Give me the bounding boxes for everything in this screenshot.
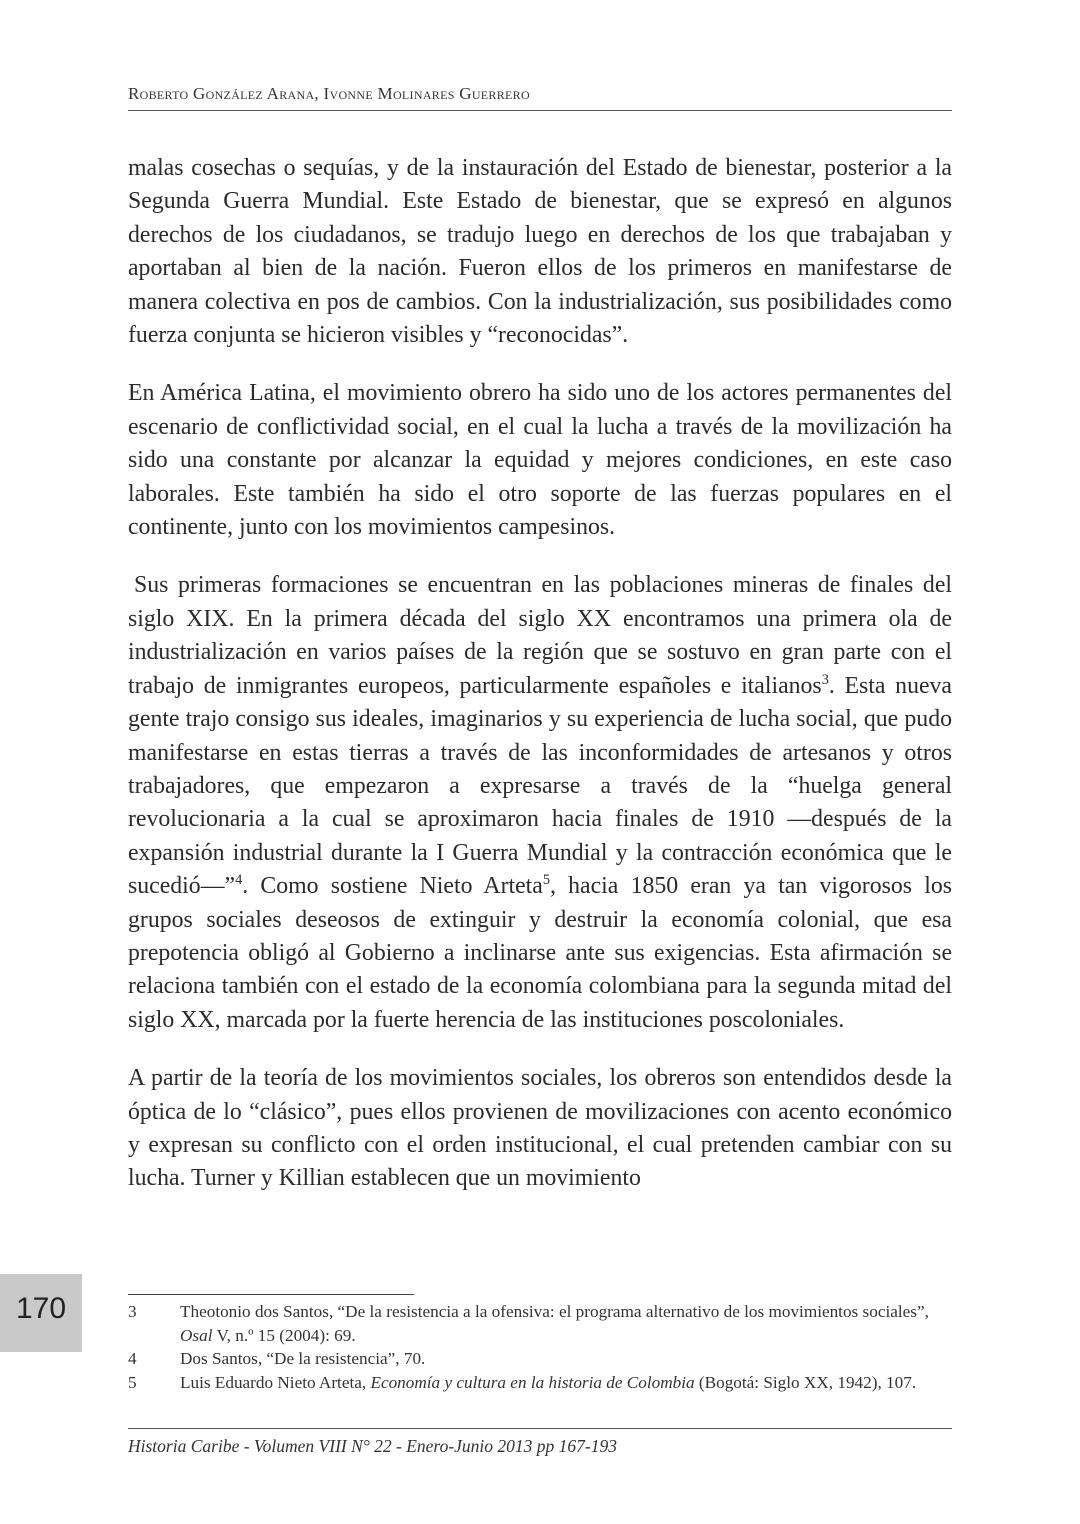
running-header: Roberto González Arana, Ivonne Molinares Guerrero: [128, 84, 530, 103]
footnote-text-part: Theotonio dos Santos, “De la resistencia a la ofensiva: el programa alternativo de los movimientos sociales”,: [180, 1302, 929, 1321]
footnote-number: 5: [128, 1372, 137, 1392]
footnote-item: [128, 1347, 952, 1371]
footnote-ref-4[interactable]: 4: [235, 872, 243, 889]
paragraph-3: [128, 569, 952, 1037]
footnote-title: Osal: [180, 1325, 213, 1345]
header-rule: [128, 110, 952, 111]
footnote-number: 4: [128, 1349, 137, 1369]
page-number: 170: [15, 1292, 67, 1325]
paragraph-3-part-b: . Esta nueva gente trajo consigo sus ideales, imaginarios y su experiencia de lucha social, que pudo manifestarse en estas tierras a través de las inconformidades de artesanos y otros trabajadores, que empezaron a expresarse a través de la “huelga general revolucionaria a la cual se aproximaron hacia finales de 1910 —después de la expansión industrial durante la I Guerra Mundial y la contracción económica que le sucedió—”: [128, 672, 952, 900]
paragraph-1: malas cosechas o sequías, y de la instauración del Estado de bienestar, posterior a la Segunda Guerra Mundial. Este Estado de bienestar, que se expresó en algunos derechos de los ciudadanos, se tradujo luego en derechos de los que trabajaban y aportaban al bien de la nación. Fueron ellos de los primeros en manifestarse de manera colectiva en pos de cambios. Con la industrialización, sus posibilidades como fuerza conjunta se hicieron visibles y “reconocidas”.: [128, 155, 952, 349]
footer-rule: [128, 1428, 952, 1429]
paragraph-3-part-c: . Como sostiene Nieto Arteta: [242, 873, 543, 900]
paragraph-2: En América Latina, el movimiento obrero ha sido uno de los actores permanentes del escenario de conflictividad social, en el cual la lucha a través de la movilización ha sido una constante por alcanzar la equidad y mejores condiciones, en este caso laborales. Este también ha sido el otro soporte de las fuerzas populares en el continente, junto con los movimientos campesinos.: [128, 380, 952, 541]
footnote-title: Economía y cultura en la historia de Colombia: [370, 1372, 695, 1392]
footnote-text-part: V, n.º 15 (2004): 69.: [212, 1325, 356, 1345]
journal-citation: Historia Caribe - Volumen VIII N° 22 - Enero-Junio 2013 pp 167-193: [128, 1436, 618, 1456]
footnotes: [128, 1300, 952, 1394]
footnote-item: [128, 1300, 952, 1347]
paragraph-4: A partir de la teoría de los movimientos sociales, los obreros son entendidos desde la óptica de lo “clásico”, pues ellos provienen de movilizaciones con acento económico y expresan su conflicto con el orden institucional, el cual pretenden cambiar con su lucha. Turner y Killian establecen que un movimiento: [128, 1065, 952, 1192]
footnote-text: [180, 1371, 952, 1395]
footnote-text: [180, 1347, 952, 1371]
footnote-number: 3: [128, 1302, 137, 1321]
paragraph-3-part-d: , hacia 1850 eran ya tan vigorosos los grupos sociales deseosos de extinguir y destruir la economía colonial, que esa prepotencia obligó al Gobierno a inclinarse ante sus exigencias. Esta afirmación se relaciona también con el estado de la economía colombiana para la segunda mitad del siglo XX, marcada por la fuerte herencia de las instituciones poscoloniales.: [128, 873, 953, 1033]
footnote-text-part: Dos Santos, “De la resistencia”, 70.: [180, 1349, 426, 1369]
paragraph-3-part-a: Sus primeras formaciones se encuentran en las poblaciones mineras de finales del siglo XIX. En la primera década del siglo XX encontramos una primera ola de industrialización en varios países de la región que se sostuvo en gran parte con el trabajo de inmigrantes europeos, particularmente españoles e italianos: [128, 572, 952, 699]
footnote-text-part: Luis Eduardo Nieto Arteta,: [180, 1372, 371, 1392]
footnote-ref-3[interactable]: 3: [821, 671, 829, 688]
footnote-ref-5[interactable]: 5: [542, 872, 550, 889]
footnote-rule: [128, 1294, 414, 1295]
footnote-text-part: (Bogotá: Siglo XX, 1942), 107.: [694, 1372, 917, 1392]
body-text: [128, 152, 952, 1221]
footnote-text: [180, 1300, 952, 1347]
footnote-item: [128, 1371, 952, 1395]
